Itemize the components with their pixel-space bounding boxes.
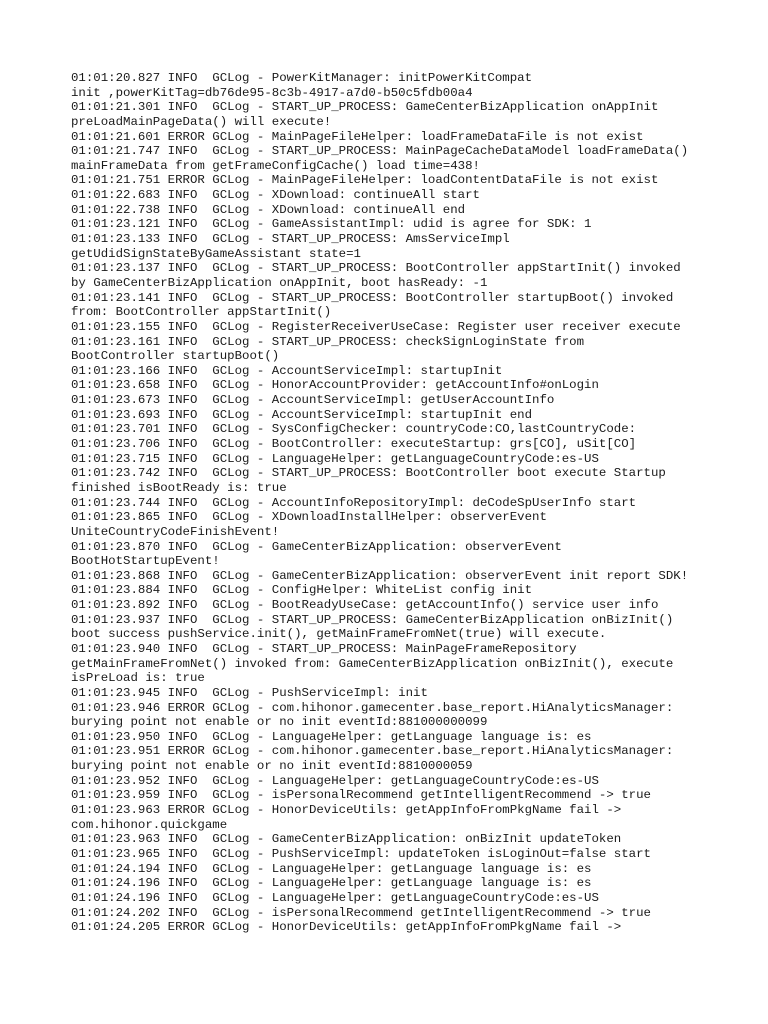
log-line: 01:01:23.141 INFO GCLog - START_UP_PROCESS: BootController startupBoot() invoked <box>71 290 674 305</box>
log-line: 01:01:23.963 ERROR GCLog - HonorDeviceUtils: getAppInfoFromPkgName fail -> <box>71 803 622 818</box>
log-line: 01:01:23.884 INFO GCLog - ConfigHelper: WhiteList config init <box>71 583 533 598</box>
log-line: getUdidSignStateByGameAssistant state=1 <box>71 246 361 261</box>
log-line: 01:01:23.937 INFO GCLog - START_UP_PROCESS: GameCenterBizApplication onBizInit() <box>71 612 674 627</box>
log-line: 01:01:24.196 INFO GCLog - LanguageHelper: getLanguageCountryCode:es-US <box>71 890 599 905</box>
log-line: 01:01:23.946 ERROR GCLog - com.hihonor.gamecenter.base_report.HiAnalyticsManager: <box>71 700 674 715</box>
log-line: 01:01:24.202 INFO GCLog - isPersonalRecommend getIntelligentRecommend -> true <box>71 905 651 920</box>
log-line: 01:01:23.658 INFO GCLog - HonorAccountProvider: getAccountInfo#onLogin <box>71 378 599 393</box>
log-line: 01:01:21.601 ERROR GCLog - MainPageFileHelper: loadFrameDataFile is not exist <box>71 129 644 144</box>
log-line: 01:01:23.693 INFO GCLog - AccountServiceImpl: startupInit end <box>71 407 533 422</box>
log-line: 01:01:23.950 INFO GCLog - LanguageHelper: getLanguage language is: es <box>71 729 592 744</box>
log-line: 01:01:23.133 INFO GCLog - START_UP_PROCESS: AmsServiceImpl <box>71 232 510 247</box>
log-line: 01:01:23.137 INFO GCLog - START_UP_PROCESS: BootController appStartInit() invoked <box>71 261 681 276</box>
log-line: 01:01:23.868 INFO GCLog - GameCenterBizApplication: observerEvent init report SDK! <box>71 568 689 583</box>
log-line: 01:01:23.865 INFO GCLog - XDownloadInstallHelper: observerEvent <box>71 510 547 525</box>
log-line: 01:01:23.965 INFO GCLog - PushServiceImpl: updateToken isLoginOut=false start <box>71 846 651 861</box>
log-line: BootHotStartupEvent! <box>71 554 220 569</box>
log-line: 01:01:23.166 INFO GCLog - AccountServiceImpl: startupInit <box>71 363 503 378</box>
log-line: 01:01:23.892 INFO GCLog - BootReadyUseCase: getAccountInfo() service user info <box>71 598 659 613</box>
log-line: 01:01:21.301 INFO GCLog - START_UP_PROCESS: GameCenterBizApplication onAppInit <box>71 100 659 115</box>
log-line: boot success pushService.init(), getMainFrameFromNet(true) will execute. <box>71 627 607 642</box>
log-line: 01:01:21.751 ERROR GCLog - MainPageFileHelper: loadContentDataFile is not exist <box>71 173 659 188</box>
log-line: 01:01:23.940 INFO GCLog - START_UP_PROCESS: MainPageFrameRepository <box>71 641 577 656</box>
log-line: init ,powerKitTag=db76de95-8c3b-4917-a7d0-b50c5fdb00a4 <box>71 85 473 100</box>
log-line: 01:01:23.959 INFO GCLog - isPersonalRecommend getIntelligentRecommend -> true <box>71 788 651 803</box>
log-line: 01:01:22.738 INFO GCLog - XDownload: continueAll end <box>71 202 466 217</box>
log-line: 01:01:23.701 INFO GCLog - SysConfigChecker: countryCode:CO,lastCountryCode: <box>71 422 637 437</box>
log-line: 01:01:23.161 INFO GCLog - START_UP_PROCESS: checkSignLoginState from <box>71 334 585 349</box>
log-line: 01:01:23.952 INFO GCLog - LanguageHelper: getLanguageCountryCode:es-US <box>71 773 599 788</box>
log-line: 01:01:21.747 INFO GCLog - START_UP_PROCESS: MainPageCacheDataModel loadFrameData() <box>71 144 689 159</box>
log-line: 01:01:22.683 INFO GCLog - XDownload: continueAll start <box>71 188 480 203</box>
log-line: from: BootController appStartInit() <box>71 305 332 320</box>
log-line: by GameCenterBizApplication onAppInit, boot hasReady: -1 <box>71 275 488 290</box>
log-line: 01:01:23.121 INFO GCLog - GameAssistantImpl: udid is agree for SDK: 1 <box>71 217 592 232</box>
log-line: 01:01:23.951 ERROR GCLog - com.hihonor.gamecenter.base_report.HiAnalyticsManager: <box>71 744 674 759</box>
log-line: mainFrameData from getFrameConfigCache() load time=438! <box>71 158 480 173</box>
log-line: 01:01:23.155 INFO GCLog - RegisterReceiverUseCase: Register user receiver execute <box>71 319 681 334</box>
log-line: 01:01:23.742 INFO GCLog - START_UP_PROCESS: BootController boot execute Startup <box>71 466 666 481</box>
log-line: burying point not enable or no init eventId:881000000099 <box>71 715 488 730</box>
log-line: 01:01:20.827 INFO GCLog - PowerKitManager: initPowerKitCompat <box>71 71 533 85</box>
log-line: finished isBootReady is: true <box>71 480 287 495</box>
log-line: preLoadMainPageData() will execute! <box>71 114 332 129</box>
log-line: 01:01:23.963 INFO GCLog - GameCenterBizApplication: onBizInit updateToken <box>71 832 622 847</box>
log-line: 01:01:23.870 INFO GCLog - GameCenterBizApplication: observerEvent <box>71 539 562 554</box>
log-document <box>71 71 731 935</box>
log-line: BootController startupBoot() <box>71 349 280 364</box>
log-line: 01:01:23.673 INFO GCLog - AccountServiceImpl: getUserAccountInfo <box>71 393 555 408</box>
log-line: 01:01:24.196 INFO GCLog - LanguageHelper: getLanguage language is: es <box>71 876 592 891</box>
log-line: 01:01:24.205 ERROR GCLog - HonorDeviceUtils: getAppInfoFromPkgName fail -> <box>71 920 622 935</box>
log-line: 01:01:23.706 INFO GCLog - BootController: executeStartup: grs[CO], uSit[CO] <box>71 437 637 452</box>
log-line: burying point not enable or no init eventId:8810000059 <box>71 759 473 774</box>
log-line: com.hihonor.quickgame <box>71 817 228 832</box>
log-line: 01:01:24.194 INFO GCLog - LanguageHelper: getLanguage language is: es <box>71 861 592 876</box>
log-line: 01:01:23.715 INFO GCLog - LanguageHelper: getLanguageCountryCode:es-US <box>71 451 599 466</box>
log-line: 01:01:23.744 INFO GCLog - AccountInfoRepositoryImpl: deCodeSpUserInfo start <box>71 495 637 510</box>
log-line: isPreLoad is: true <box>71 671 205 686</box>
log-line: 01:01:23.945 INFO GCLog - PushServiceImpl: init <box>71 685 428 700</box>
log-line: getMainFrameFromNet() invoked from: GameCenterBizApplication onBizInit(), execute <box>71 656 674 671</box>
log-line: UniteCountryCodeFinishEvent! <box>71 524 280 539</box>
